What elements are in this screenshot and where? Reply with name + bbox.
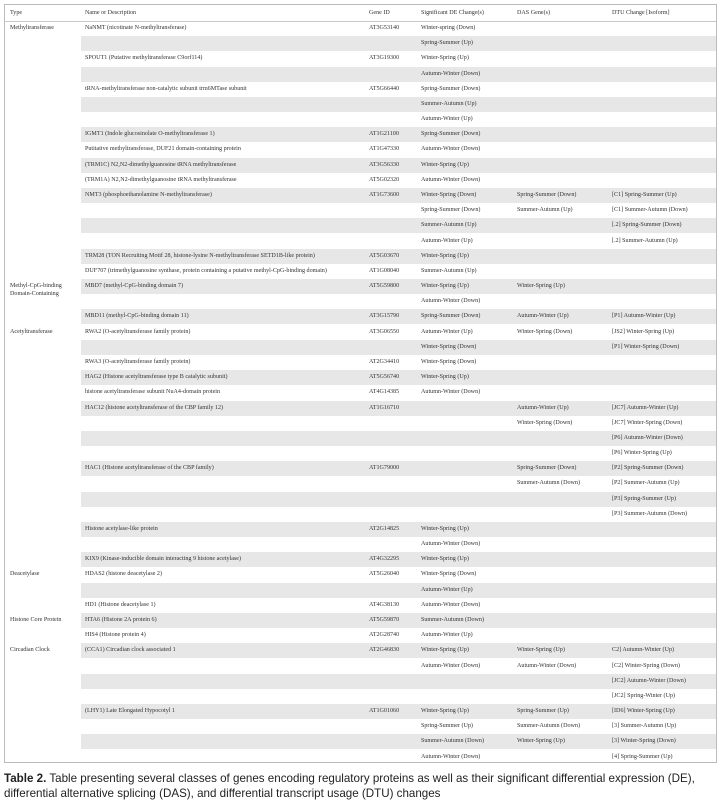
cell-de: Winter-spring (Down) xyxy=(421,25,476,31)
table-row xyxy=(81,659,716,674)
cell-de: Winter-Spring (Down) xyxy=(421,571,477,578)
cell-name: IGMT1 (Indole glucosinolate O-methyltransferase 1) xyxy=(85,131,215,138)
cell-de: Autumn-Winter (Down) xyxy=(421,146,481,153)
table-row xyxy=(81,431,716,446)
cell-de: Spring-Summer (Down) xyxy=(421,207,481,214)
cell-de: Autumn-Winter (Up) xyxy=(421,237,473,244)
cell-gene: AT4G38130 xyxy=(369,601,400,608)
cell-dtu: [4] Spring-Summer (Up) xyxy=(612,753,673,760)
cell-gene: AT5G59800 xyxy=(369,283,400,290)
table-row xyxy=(81,492,716,507)
cell-name: tRNA-methyltransferase non-catalytic subunit trm6MTase subunit xyxy=(85,85,247,92)
cell-dtu: [JC2] Spring-Winter (Up) xyxy=(612,692,676,699)
table-row xyxy=(81,689,716,704)
cell-de: Spring-Summer (Up) xyxy=(421,40,473,47)
cell-de: Summer-Autumn (Up) xyxy=(421,100,477,107)
cell-dtu: [JC7] Autumn-Winter (Up) xyxy=(612,404,679,411)
cell-gene: AT1G79000 xyxy=(369,465,400,472)
cell-dtu: [C2] Winter-Spring (Down) xyxy=(612,662,680,669)
table-row xyxy=(81,325,716,340)
table-row xyxy=(81,416,716,431)
table-row xyxy=(81,67,716,82)
cell-name: HAC1 (Histone acetyltransferase of the CBP family) xyxy=(85,465,214,472)
cell-gene: AT1G21100 xyxy=(369,131,399,138)
cell-de: Summer-Autumn (Down) xyxy=(421,617,485,624)
cell-gene: AT1G16710 xyxy=(369,404,400,411)
table-row xyxy=(81,142,716,157)
cell-gene: AT5G56740 xyxy=(369,374,400,381)
cell-dtu: [P2] Summer-Autumn (Up) xyxy=(612,480,680,487)
cell-name: NMT3 (phosphoethanolamine N-methyltransferase) xyxy=(85,191,212,198)
header-gene-id: Gene ID xyxy=(369,10,390,16)
cell-gene: AT1G47330 xyxy=(369,146,400,153)
table-row xyxy=(81,294,716,309)
cell-de: Winter-Spring (Down) xyxy=(421,191,477,198)
type-label: Deacetylase xyxy=(10,571,40,578)
cell-name: RWA2 (O-acetyltransferase family protein) xyxy=(85,328,191,335)
table-row xyxy=(81,203,716,218)
cell-dtu: [.2] Spring-Summer (Down) xyxy=(612,222,682,229)
cell-das: Winter-Spring (Down) xyxy=(517,328,573,335)
table-row xyxy=(81,537,716,552)
cell-gene: AT1G01060 xyxy=(369,708,400,715)
cell-name: KIX9 (Kinase-inducible domain interacting 9 histone acetylase) xyxy=(85,556,242,563)
table-row xyxy=(81,385,716,400)
cell-das: Summer-Autumn (Down) xyxy=(517,723,581,730)
cell-dtu: [JC7] Winter-Spring (Down) xyxy=(612,419,683,426)
table-row xyxy=(81,522,716,537)
cell-de: Autumn-Winter (Down) xyxy=(421,389,481,396)
table-row xyxy=(81,446,716,461)
table-row xyxy=(81,112,716,127)
cell-de: Autumn-Winter (Down) xyxy=(421,601,481,608)
cell-name: histone acetyltransferase subunit NuA4-domain protein xyxy=(85,389,221,396)
header-de: Significant DE Change(s) xyxy=(421,10,484,16)
cell-dtu: [3] Winter-Spring (Down) xyxy=(612,738,676,745)
table-row xyxy=(81,674,716,689)
cell-gene: AT3G06550 xyxy=(369,328,400,335)
cell-de: Spring-Summer (Up) xyxy=(421,723,473,730)
table-row xyxy=(81,598,716,613)
cell-dtu: [.2] Summer-Autumn (Up) xyxy=(612,237,678,244)
table-row xyxy=(81,461,716,476)
cell-de: Autumn-Winter (Up) xyxy=(421,586,473,593)
type-label: Acetyltransferase xyxy=(10,328,53,335)
cell-dtu: C2] Autumn-Winter (Up) xyxy=(612,647,675,654)
caption-label: Table 2. xyxy=(4,772,47,785)
table-row xyxy=(81,309,716,324)
cell-das: Summer-Autumn (Up) xyxy=(517,207,573,214)
header-das: DAS Gene(s) xyxy=(517,10,551,16)
cell-de: Summer-Autumn (Up) xyxy=(421,267,477,274)
cell-das: Winter-Spring (Up) xyxy=(517,738,565,745)
table-row xyxy=(81,127,716,142)
cell-de: Winter-Spring (Up) xyxy=(421,556,469,563)
cell-dtu: [JS2] Winter-Spring (Up) xyxy=(612,328,675,335)
cell-dtu: [P6] Autumn-Winter (Down) xyxy=(612,434,683,441)
cell-de: Summer-Autumn (Down) xyxy=(421,738,485,745)
cell-das: Summer-Autumn (Down) xyxy=(517,480,581,487)
table-row xyxy=(81,401,716,416)
cell-dtu: [3] Summer-Autumn (Up) xyxy=(612,723,677,730)
cell-name: Histone acetylase-like protein xyxy=(85,525,158,532)
cell-das: Spring-Summer (Up) xyxy=(517,708,569,715)
table-row xyxy=(81,355,716,370)
table-row xyxy=(81,719,716,734)
cell-name: HAG2 (Histone acetyltransferase type B catalytic subunit) xyxy=(85,374,228,381)
type-label: Methyl-CpG-binding Domain-Containing xyxy=(10,283,62,298)
cell-das: Winter-Spring (Down) xyxy=(517,419,573,426)
cell-de: Autumn-Winter (Down) xyxy=(421,753,481,760)
cell-gene: AT5G26040 xyxy=(369,571,400,578)
cell-das: Autumn-Winter (Down) xyxy=(517,662,577,669)
header-type: Type xyxy=(10,10,23,16)
cell-de: Winter-Spring (Down) xyxy=(421,358,477,365)
cell-gene: AT5G03670 xyxy=(369,252,400,259)
type-label: Circadian Clock xyxy=(10,647,50,654)
cell-de: Winter-Spring (Up) xyxy=(421,647,469,654)
cell-dtu: [P1] Winter-Spring (Down) xyxy=(612,343,680,350)
table-row xyxy=(81,36,716,51)
table-row xyxy=(81,613,716,628)
cell-gene: AT3G19300 xyxy=(369,55,400,62)
cell-name: (CCA1) Circadian clock associated 1 xyxy=(85,647,176,654)
table-header-row xyxy=(5,5,716,22)
table-row xyxy=(81,21,716,36)
cell-de: Summer-Autumn (Up) xyxy=(421,222,477,229)
header-dtu: DTU Change [Isoform] xyxy=(612,10,670,16)
cell-de: Autumn-Winter (Down) xyxy=(421,541,481,548)
cell-de: Winter-Spring (Up) xyxy=(421,55,469,62)
cell-gene: AT5G66440 xyxy=(369,85,400,92)
data-table xyxy=(4,4,717,763)
cell-de: Autumn-Winter (Down) xyxy=(421,70,481,77)
cell-gene: AT2G46830 xyxy=(369,647,400,654)
table-row xyxy=(81,583,716,598)
cell-das: Autumn-Winter (Up) xyxy=(517,404,569,411)
cell-das: Winter-Spring (Up) xyxy=(517,647,565,654)
cell-name: HTA6 (Histone 2A protein 6) xyxy=(85,617,157,624)
cell-name: Putitative methyltransferase, DUF21 domain-containing protein xyxy=(85,146,241,153)
table-row xyxy=(81,158,716,173)
table-row xyxy=(81,340,716,355)
table-row xyxy=(81,97,716,112)
table-row xyxy=(81,188,716,203)
table-row xyxy=(81,249,716,264)
type-label: Methyltransferase xyxy=(10,25,54,31)
cell-de: Winter-Spring (Up) xyxy=(421,525,469,532)
cell-dtu: [P2] Spring-Summer (Down) xyxy=(612,465,684,472)
cell-dtu: [C1] Spring-Summer (Up) xyxy=(612,191,677,198)
type-label: Histone Core Protein xyxy=(10,617,62,624)
cell-name: (LHY1) Late Elongated Hypocotyl 1 xyxy=(85,708,176,715)
table-row xyxy=(81,734,716,749)
cell-name: DUF707 (trimethylguanosine synthase, protein containing a putative methyl-CpG-binding domain) xyxy=(85,267,327,274)
cell-gene: AT4G32295 xyxy=(369,556,400,563)
caption-text: Table presenting several classes of genes encoding regulatory proteins as well as their significant differential expression (DE), differential alternative splicing (DAS), and differential transcript usage (DTU) changes xyxy=(4,772,695,800)
cell-de: Autumn-Winter (Down) xyxy=(421,298,481,305)
header-name: Name or Description xyxy=(85,10,137,16)
cell-gene: AT2G28740 xyxy=(369,632,400,639)
cell-de: Autumn-Winter (Up) xyxy=(421,632,473,639)
cell-gene: AT4G14385 xyxy=(369,389,400,396)
cell-de: Winter-Spring (Up) xyxy=(421,283,469,290)
cell-de: Spring-Summer (Down) xyxy=(421,131,481,138)
cell-name: HAC12 (histone acetyltransferase of the CBP family 12) xyxy=(85,404,224,411)
cell-gene: AT3G15790 xyxy=(369,313,400,320)
cell-de: Winter-Spring (Up) xyxy=(421,708,469,715)
cell-gene: AT2G14825 xyxy=(369,525,400,532)
cell-gene: AT5G02320 xyxy=(369,176,400,183)
cell-de: Spring-Summer (Down) xyxy=(421,313,481,320)
cell-de: Winter-Spring (Up) xyxy=(421,161,469,168)
cell-das: Spring-Summer (Down) xyxy=(517,465,577,472)
table-row xyxy=(81,643,716,658)
cell-name: SPOUT1 (Putative methyltransferase C9orf114) xyxy=(85,55,203,62)
cell-gene: AT3G56330 xyxy=(369,161,400,168)
table-row xyxy=(81,552,716,567)
cell-dtu: [JC2] Autumn-Winter (Down) xyxy=(612,677,686,684)
cell-das: Winter-Spring (Up) xyxy=(517,283,565,290)
table-row xyxy=(81,567,716,582)
table-row xyxy=(81,750,716,763)
table-row xyxy=(81,704,716,719)
cell-dtu: [C1] Summer-Autumn (Down) xyxy=(612,207,688,214)
cell-dtu: [P6] Winter-Spring (Up) xyxy=(612,450,672,457)
cell-de: Autumn-Winter (Up) xyxy=(421,328,473,335)
table-row xyxy=(81,507,716,522)
cell-das: Spring-Summer (Down) xyxy=(517,191,577,198)
table-row xyxy=(81,370,716,385)
cell-gene: AT5G59870 xyxy=(369,617,400,624)
cell-name: HD1 (Histone deacetylase 1) xyxy=(85,601,156,608)
cell-dtu: [ID6] Winter-Spring (Up) xyxy=(612,708,675,715)
table-row xyxy=(81,234,716,249)
cell-de: Winter-Spring (Up) xyxy=(421,252,469,259)
cell-name: RWA3 (O-acetyltransferase family protein) xyxy=(85,358,191,365)
table-row xyxy=(81,82,716,97)
cell-de: Winter-Spring (Down) xyxy=(421,343,477,350)
table-row xyxy=(81,264,716,279)
cell-de: Spring-Summer (Down) xyxy=(421,85,481,92)
cell-de: Autumn-Winter (Up) xyxy=(421,116,473,123)
cell-gene: AT1G08040 xyxy=(369,267,400,274)
cell-name: TRM28 (TON Recruiting Motif 28, histone-lysine N-methyltransferase SETD1B-like protein) xyxy=(85,252,315,259)
cell-dtu: [P3] Summer-Autumn (Down) xyxy=(612,510,688,517)
cell-name: HIS4 (Histone protein 4) xyxy=(85,632,146,639)
cell-dtu: [P1] Autumn-Winter (Up) xyxy=(612,313,676,320)
cell-name: NaNMT (nicotinate N-methyltransferase) xyxy=(85,25,187,31)
cell-de: Autumn-Winter (Down) xyxy=(421,176,481,183)
cell-name: MBD11 (methyl-CpG-binding domain 11) xyxy=(85,313,189,320)
cell-name: MBD7 (methyl-CpG-binding domain 7) xyxy=(85,283,183,290)
table-row xyxy=(81,173,716,188)
table-row xyxy=(81,279,716,294)
table-row xyxy=(81,218,716,233)
cell-dtu: [P3] Spring-Summer (Up) xyxy=(612,495,676,502)
cell-name: (TRM1A) N2,N2-dimethylguanosine tRNA methyltransferase xyxy=(85,176,237,183)
cell-gene: AT1G73600 xyxy=(369,191,400,198)
cell-de: Autumn-Winter (Down) xyxy=(421,662,481,669)
cell-gene: AT2G34410 xyxy=(369,358,400,365)
cell-de: Winter-Spring (Up) xyxy=(421,374,469,381)
cell-name: (TRM1C) N2,N2-dimethylguanosine tRNA methyltransferase xyxy=(85,161,237,168)
table-row xyxy=(81,476,716,491)
table-caption xyxy=(4,771,720,801)
cell-das: Autumn-Winter (Up) xyxy=(517,313,569,320)
table-row xyxy=(81,628,716,643)
table-row xyxy=(81,51,716,66)
cell-gene: AT3G53140 xyxy=(369,25,400,31)
cell-name: HDAS2 (histone deacetylase 2) xyxy=(85,571,162,578)
